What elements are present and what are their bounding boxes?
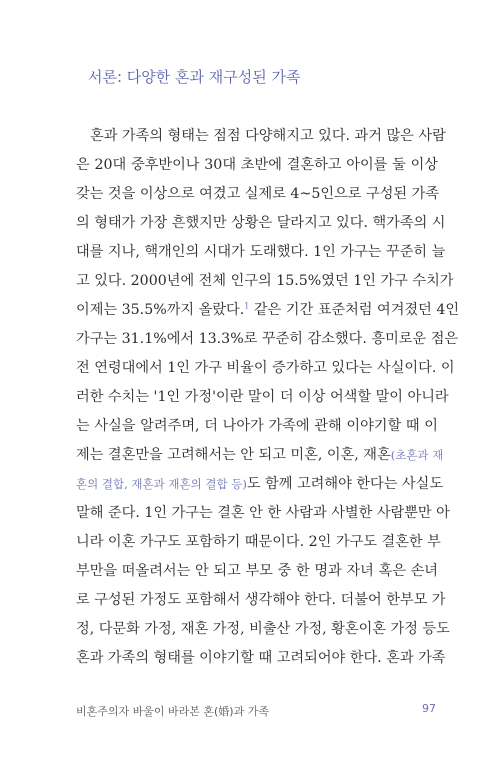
body-text-segment: 이제는 35.5%까지 올랐다. bbox=[76, 302, 245, 318]
body-line: 은 20대 중후반이나 30대 초반에 결혼하고 아이를 둘 이상 bbox=[76, 157, 438, 173]
page-number: 97 bbox=[422, 702, 436, 715]
body-text-segment: 도 함께 고려해야 한다는 사실도 bbox=[246, 476, 444, 492]
body-text-segment: 같은 기간 표준처럼 여겨졌던 4인 bbox=[249, 302, 460, 318]
body-line: 말해 준다. 1인 가구는 결혼 안 한 사람과 사별한 사람뿐만 아 bbox=[76, 505, 450, 521]
body-line: 부만을 떠올려서는 안 되고 부모 중 한 명과 자녀 혹은 손녀 bbox=[76, 563, 438, 579]
footnote-marker: 1 bbox=[244, 301, 250, 311]
body-line: 대를 지나, 핵개인의 시대가 도래했다. 1인 가구는 꾸준히 늘 bbox=[76, 244, 446, 260]
inline-note: (초혼과 재 bbox=[390, 448, 444, 462]
body-line: 로 구성된 가정도 포함해서 생각해야 한다. 더불어 한부모 가 bbox=[76, 592, 446, 608]
inline-note: 혼의 결합, 재혼과 재혼의 결합 등) bbox=[76, 477, 247, 491]
body-line: 는 사실을 알려주며, 더 나아가 가족에 관해 이야기할 때 이 bbox=[76, 418, 438, 434]
running-footer-title: 비혼주의자 바울이 바라본 혼(婚)과 가족 bbox=[76, 705, 269, 718]
body-line: 의 형태가 가장 흔했지만 상황은 달라지고 있다. 핵가족의 시 bbox=[76, 215, 446, 231]
body-line bbox=[76, 296, 460, 325]
body-line: 갖는 것을 이상으로 여겼고 실제로 4~5인으로 구성된 가족 bbox=[76, 186, 440, 202]
body-line: 러한 수치는 '1인 가정'이란 말이 더 이상 어색할 말이 아니라 bbox=[76, 389, 449, 405]
body-text bbox=[76, 122, 460, 673]
body-line: 고 있다. 2000년에 전체 인구의 15.5%였던 1인 가구 수치가 bbox=[76, 273, 454, 289]
body-line: 가구는 31.1%에서 13.3%로 꾸준히 감소했다. 흥미로운 점은 bbox=[76, 331, 459, 347]
section-heading: 서론: 다양한 혼과 재구성된 가족 bbox=[88, 68, 301, 86]
body-line: 전 연령대에서 1인 가구 비율이 증가하고 있다는 사실이다. 이 bbox=[76, 360, 455, 376]
body-line: 혼과 가족의 형태는 점점 다양해지고 있다. 과거 많은 사람 bbox=[90, 128, 446, 144]
body-line bbox=[76, 470, 444, 499]
body-line: 혼과 가족의 형태를 이야기할 때 고려되어야 한다. 혼과 가족 bbox=[76, 650, 446, 666]
body-line: 정, 다문화 가정, 재혼 가정, 비출산 가정, 황혼이혼 가정 등도 bbox=[76, 621, 450, 637]
body-line bbox=[76, 441, 444, 470]
body-text-segment: 제는 결혼만을 고려해서는 안 되고 미혼, 이혼, 재혼 bbox=[76, 447, 391, 463]
body-line: 니라 이혼 가구도 포함하기 때문이다. 2인 가구도 결혼한 부 bbox=[76, 534, 441, 550]
